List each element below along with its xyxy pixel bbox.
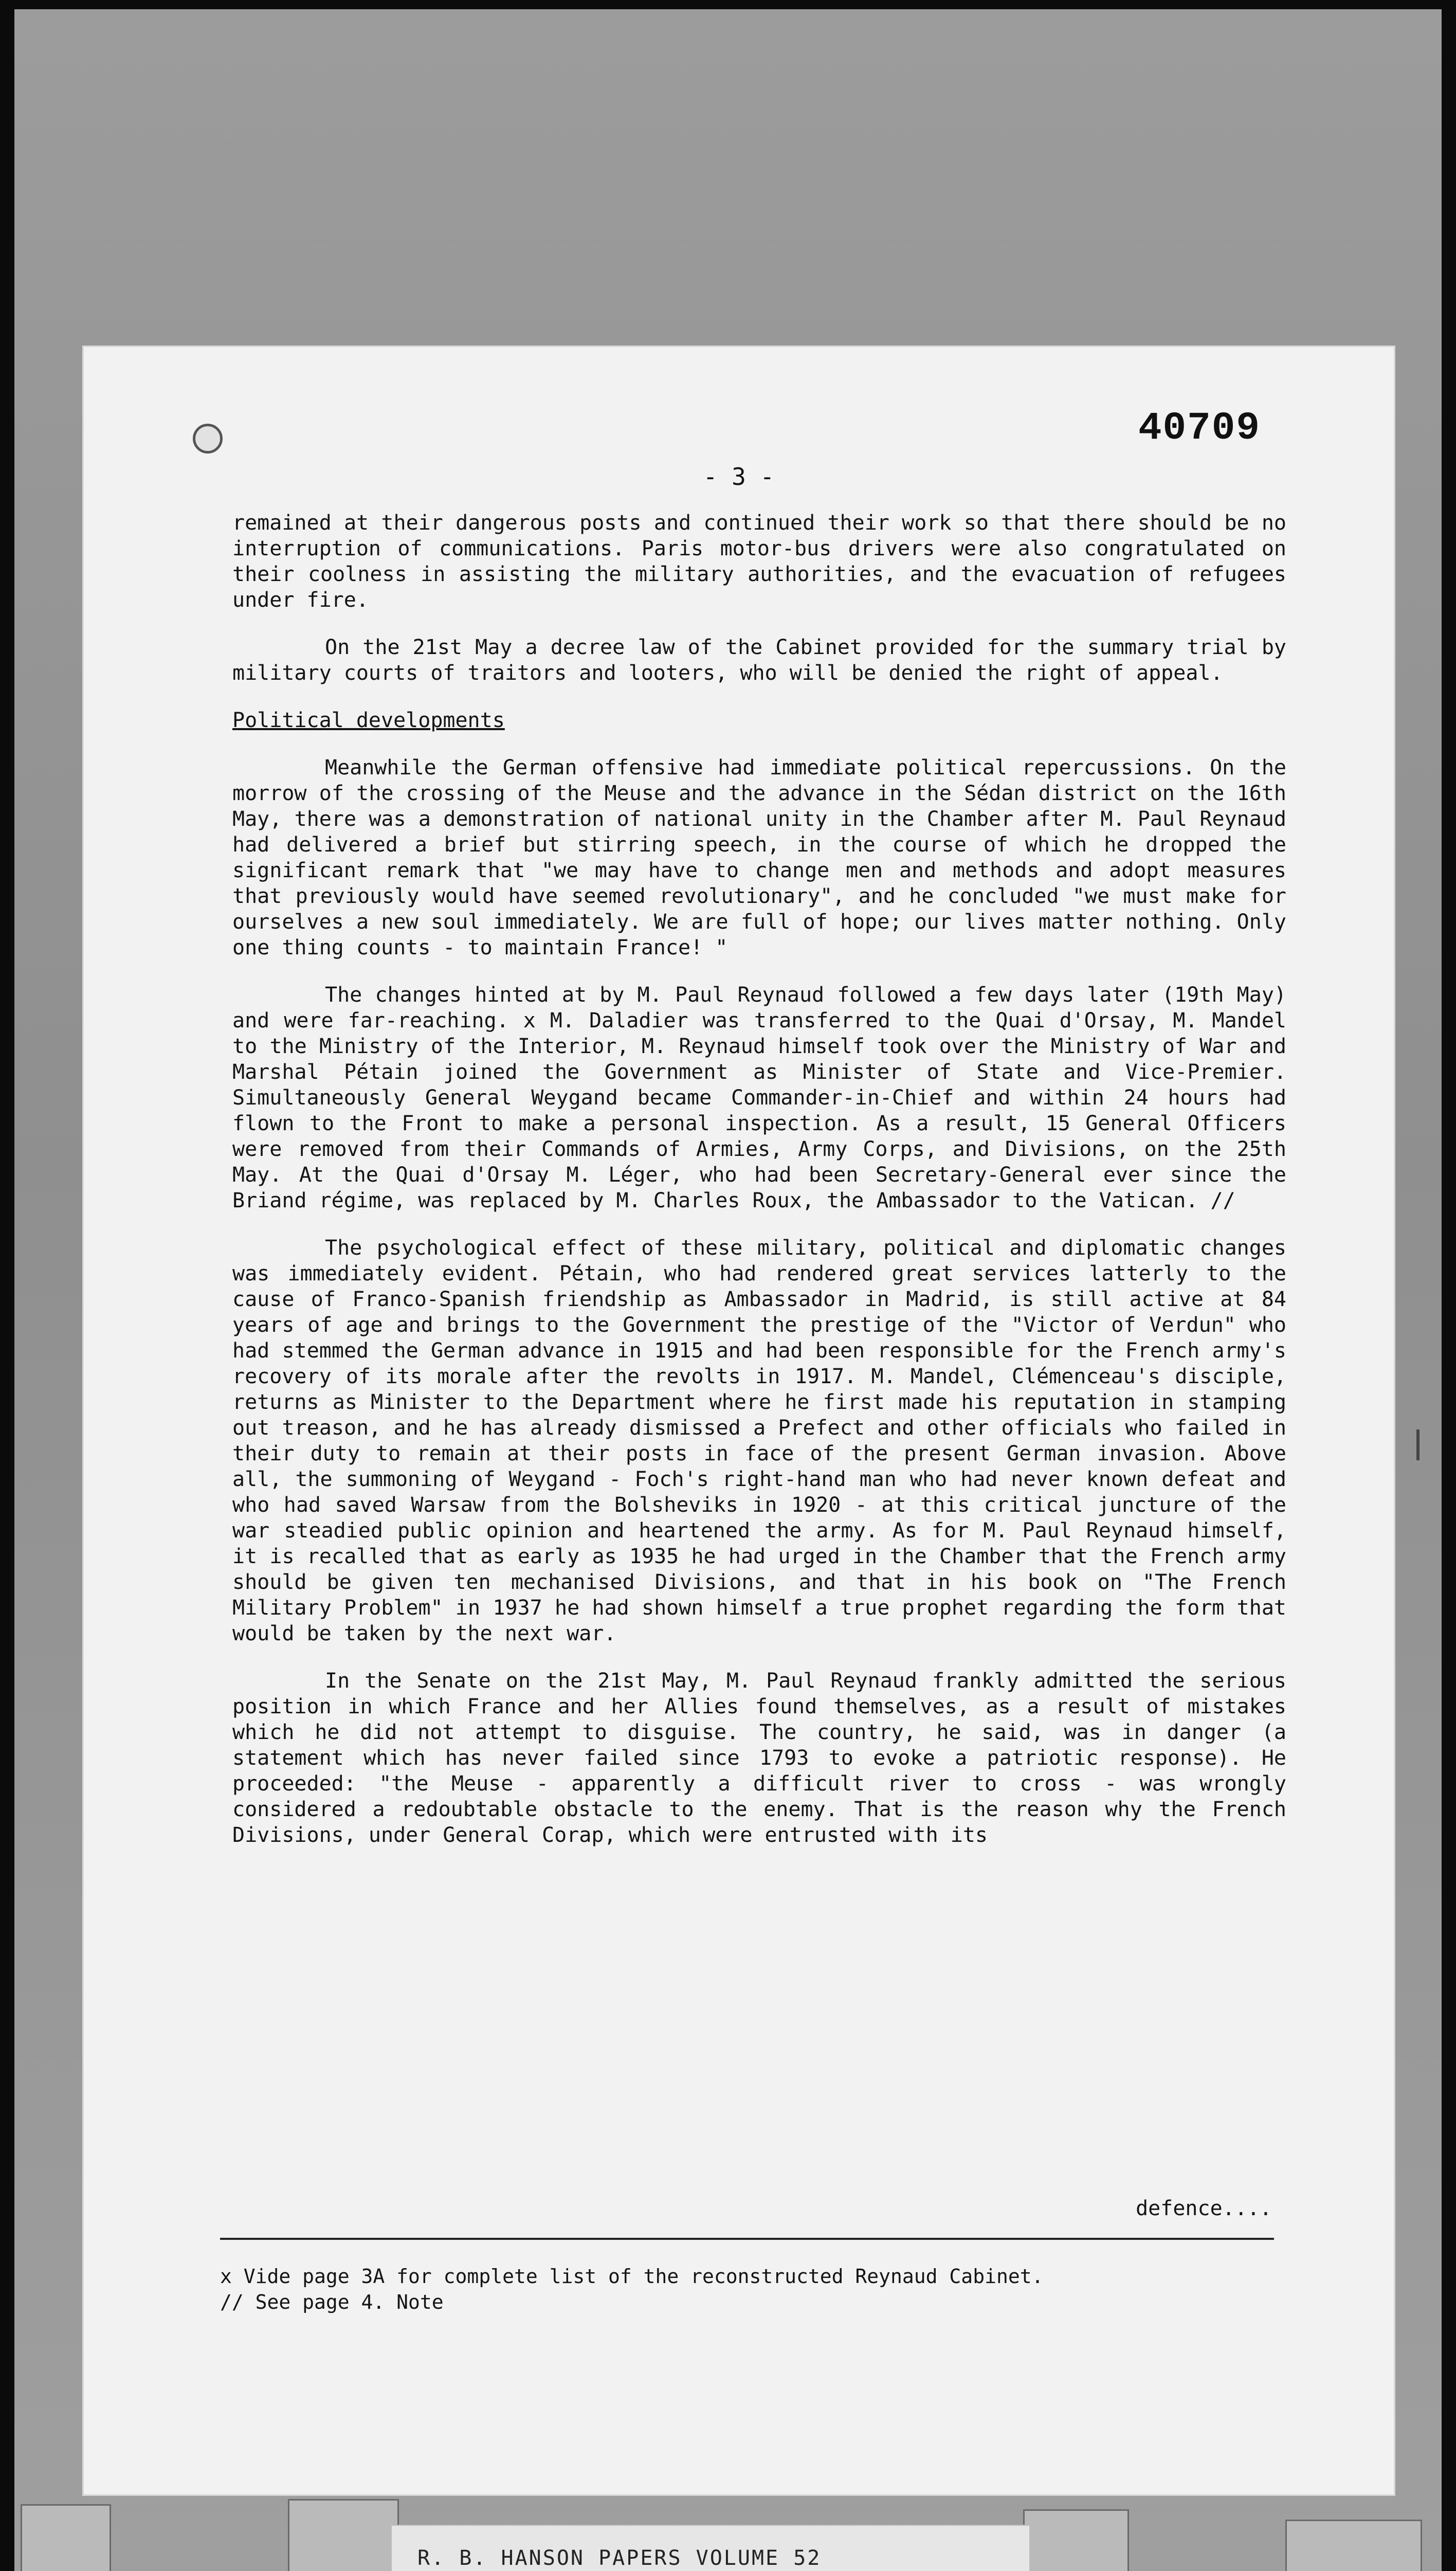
- paragraph-psychological-effect: The psychological effect of these military, political and diplomatic changes was immediately evident. Pétain, who had rendered great services latterly to the cause of Franco-Spanish friendship as Ambassador in Madrid, is still active at 84 years of age and brings to the Government the prestige of the "Victor of Verdun" who had stemmed the German advance in 1915 and had been responsible for the French army's recovery of its morale after the revolts in 1917. M. Mandel, Clémenceau's disciple, returns as Minister to the Department where he first made his reputation in stamping out treason, and he has already dismissed a Prefect and other officials who failed in their duty to remain at their posts in face of the present German invasion. Above all, the summoning of Weygand - Foch's right-hand man who had never known defeat and who had saved Warsaw from the Bolsheviks in 1920 - at this critical juncture of the war steadied public opinion and heartened the army. As for M. Paul Reynaud himself, it is recalled that as early as 1935 he had urged in the Chamber that the French army should be given ten mechanised Divisions, and that in his book on "The French Military Problem" in 1937 he had shown himself a true prophet regarding the form that would be taken by the next war.: [232, 1236, 1286, 1645]
- collection-label-text: R. B. HANSON PAPERS VOLUME 52: [417, 2546, 822, 2570]
- section-heading-political: Political developments: [232, 709, 505, 732]
- collection-label: [391, 2525, 1030, 2571]
- paragraph-decree-law: On the 21st May a decree law of the Cabinet provided for the summary trial by military courts of traitors and looters, who will be denied the right of appeal.: [232, 636, 1286, 685]
- catchword: defence....: [1136, 2197, 1272, 2220]
- document-body: [232, 510, 1286, 1870]
- page-number: - 3 -: [703, 463, 775, 491]
- footnote-slash: // See page 4. Note: [220, 2291, 444, 2313]
- paragraph-repercussions: Meanwhile the German offensive had immediate political repercussions. On the morrow of the crossing of the Meuse and the advance in the Sédan district on the 16th May, there was a demonstration of national unity in the Chamber after M. Paul Reynaud had delivered a brief but stirring speech, in the course of which he dropped the significant remark that "we may have to change men and methods and adopt measures that previously would have seemed revolutionary", and he concluded "we must make for ourselves a new soul immediately. We are full of hope; our lives matter nothing. Only one thing counts - to maintain France! ": [232, 756, 1286, 959]
- document-number: 40709: [1138, 406, 1261, 450]
- footnotes: [220, 2264, 1300, 2315]
- paragraph-senate: In the Senate on the 21st May, M. Paul Reynaud frankly admitted the serious position in which France and her Allies found themselves, as a result of mistakes which he did not attempt to disguise. The country, he said, was in danger (a statement which has never failed since 1793 to evoke a patriotic response). He proceeded: "the Meuse - apparently a difficult river to cross - was wrongly considered a redoubtable obstacle to the enemy. That is the reason why the French Divisions, under General Corap, which were entrusted with its: [232, 1669, 1286, 1847]
- footnote-x: x Vide page 3A for complete list of the reconstructed Reynaud Cabinet.: [220, 2265, 1044, 2288]
- tape-left: [21, 2504, 111, 2571]
- paragraph-changes: The changes hinted at by M. Paul Reynaud followed a few days later (19th May) and were far-reaching. x M. Daladier was transferred to the Quai d'Orsay, M. Mandel to the Ministry of the Interior, M. Reynaud himself took over the Ministry of War and Marshal Pétain joined the Government as Minister of State and Vice-Premier. Simultaneously General Weygand became Commander-in-Chief and within 24 hours had flown to the Front to make a personal inspection. As a result, 15 General Officers were removed from their Commands of Armies, Army Corps, and Divisions, on the 25th May. At the Quai d'Orsay M. Léger, who had been Secretary-General ever since the Briand régime, was replaced by M. Charles Roux, the Ambassador to the Vatican. //: [232, 983, 1286, 1212]
- tape-right: [1285, 2520, 1422, 2571]
- document-page: [82, 346, 1395, 2496]
- footnote-rule: [220, 2238, 1274, 2240]
- tape-center-left: [288, 2499, 399, 2571]
- edge-mark: [1416, 1429, 1419, 1460]
- tape-center-right: [1023, 2509, 1129, 2571]
- paragraph-continuation: remained at their dangerous posts and continued their work so that there should be no interruption of communications. Paris motor-bus drivers were also congratulated on their coolness in assisting the military authorities, and the evacuation of refugees under fire.: [232, 511, 1286, 612]
- punch-hole: [193, 424, 223, 454]
